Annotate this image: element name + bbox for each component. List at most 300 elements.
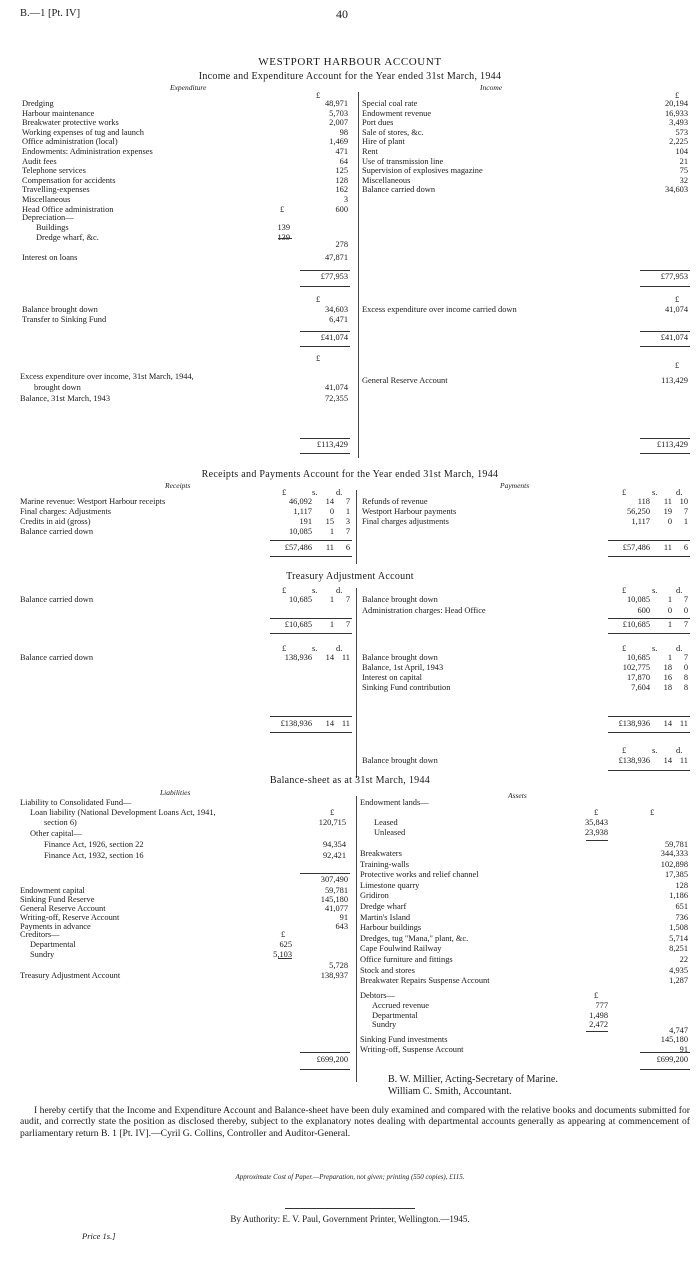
row-label: Dredge wharf <box>360 902 407 911</box>
row-amount: 1,287 <box>669 976 688 986</box>
row-amount: 777 <box>595 1001 608 1010</box>
rule <box>640 1052 690 1053</box>
row-amount: 48,971 <box>324 99 348 108</box>
auditor-certificate: I hereby certify that the Income and Expenditure Account and Balance-sheet have been duly examined and compared with the relative books and documents submitted for audit, and correctly state the position as disclosed thereby, subject to the explanatory notes dealing with departmental accounts generally as appearing at commencement of parliamentary return B. 1 [Pt. IV].—Cyril G. Collins, Controller and Auditor-General. <box>20 1105 690 1139</box>
row-label: Use of transmission line <box>362 156 444 166</box>
rule <box>285 1208 415 1209</box>
bs-divider <box>356 796 357 1082</box>
rule <box>300 1069 350 1070</box>
row-pounds: 10,085 <box>626 595 650 604</box>
lsd-d: d. <box>336 586 343 595</box>
row-label: Transfer to Sinking Fund <box>22 315 107 324</box>
rule <box>640 346 690 347</box>
row-shillings: 14 <box>325 719 334 728</box>
row-amount: 75 <box>679 166 688 176</box>
row-label: Finance Act, 1926, section 22 <box>44 840 144 849</box>
p3-left-row <box>34 384 352 394</box>
row-label: Writing-off, Suspense Account <box>360 1045 464 1054</box>
ie-divider <box>358 356 359 458</box>
lsd-s: s. <box>312 644 318 653</box>
row-amount: 32 <box>679 175 688 185</box>
row-amount: 22 <box>679 955 688 964</box>
rule <box>300 286 350 287</box>
row-label: Endowments: Administration expenses <box>22 147 153 156</box>
document-title: WESTPORT HARBOUR ACCOUNT <box>258 56 442 68</box>
row-label: Balance brought down <box>362 595 438 604</box>
row-shillings: 0 <box>667 606 672 615</box>
row-label: Refunds of revenue <box>362 497 428 506</box>
row-label: Rent <box>362 147 378 156</box>
payments-header: Payments <box>500 481 530 490</box>
row-amount: 6,471 <box>329 315 348 324</box>
row-label: Limestone quarry <box>360 880 420 890</box>
row-pounds: 46,092 <box>288 497 312 506</box>
row-amount: 2,225 <box>669 137 688 147</box>
row-amount: 128 <box>335 175 348 185</box>
bs-heading: Balance-sheet as at 31st March, 1944 <box>269 775 431 786</box>
cred-pound: £ <box>281 930 286 939</box>
row-amount: 162 <box>335 185 348 195</box>
rule <box>640 453 690 454</box>
row-label: Excess expenditure over income carried down <box>362 305 517 314</box>
row-amount: 16,933 <box>664 108 688 118</box>
row-shillings: 18 <box>663 663 672 672</box>
row-shillings: 11 <box>325 543 334 552</box>
rule <box>640 270 690 271</box>
row-label: brought down <box>34 383 81 392</box>
rule <box>270 732 352 733</box>
lsd-s-right: s. <box>652 586 658 595</box>
liab-row <box>44 841 350 851</box>
row-label: Buildings <box>36 223 69 232</box>
row-pounds: 7,604 <box>631 683 650 692</box>
row-pounds: 600 <box>637 606 650 615</box>
row-pounds: 138,936 <box>284 653 312 662</box>
rule <box>270 633 352 634</box>
row-amount: 5,703 <box>329 108 348 118</box>
lsd-d: d. <box>336 644 343 653</box>
lsd-s-right: s. <box>652 644 658 653</box>
row-label: Breakwater protective works <box>22 118 119 128</box>
row-amount: 113,429 <box>661 376 688 385</box>
row-pounds: 191 <box>299 517 312 526</box>
rp-heading: Receipts and Payments Account for the Year ended 31st March, 1944 <box>201 469 499 480</box>
row-label: Balance carried down <box>20 527 94 536</box>
lsd-s-right: s. <box>652 746 658 755</box>
assets-header: Assets <box>508 791 527 800</box>
row-pence: 8 <box>683 683 688 692</box>
rule <box>608 633 690 634</box>
lsd-d: d. <box>336 488 343 497</box>
ta-divider <box>356 588 357 778</box>
row-shillings: 19 <box>663 507 672 516</box>
row-amount: 2,472 <box>589 1020 608 1029</box>
depreciation-label: Depreciation— <box>22 213 74 222</box>
row-label: Sinking Fund contribution <box>362 683 451 692</box>
row-label: Travelling-expenses <box>22 185 90 195</box>
row-amount: 59,781 <box>324 886 348 895</box>
liab-line: Loan liability (National Development Loans Act, 1941, <box>30 808 216 817</box>
printer-authority: By Authority: E. V. Paul, Government Printer, Wellington.—1945. <box>230 1214 470 1224</box>
row-amount: 600 <box>335 204 348 214</box>
lsd-s: s. <box>312 586 318 595</box>
row-pence: 8 <box>683 673 688 682</box>
liab-line: Other capital— <box>30 829 82 838</box>
p2-pound: £ <box>316 295 321 304</box>
row-amount: 35,843 <box>584 818 608 827</box>
row-label: Miscellaneous <box>362 175 411 185</box>
p3-left-row <box>20 395 352 405</box>
rule <box>278 958 292 959</box>
row-pounds: 118 <box>637 497 650 506</box>
p3-pound: £ <box>316 354 321 363</box>
debtors-label: Debtors— <box>360 991 395 1000</box>
row-pence: 7 <box>345 620 350 629</box>
row-label: Balance carried down <box>20 653 94 662</box>
row-amount: 98 <box>339 127 348 137</box>
asset-pound-b: £ <box>650 808 655 817</box>
row-label: Sinking Fund Reserve <box>20 895 95 904</box>
lsd-d-right: d. <box>676 488 683 497</box>
rule <box>300 453 350 454</box>
row-amount: 64 <box>339 156 348 166</box>
row-shillings: 0 <box>329 507 334 516</box>
row-label: Balance brought down <box>22 305 98 314</box>
liab-row <box>44 852 350 862</box>
row-label: Endowment revenue <box>362 108 432 118</box>
row-amount: 736 <box>675 912 688 922</box>
rule <box>608 770 690 771</box>
lsd-pound: £ <box>282 644 287 653</box>
row-amount: 3,493 <box>669 118 688 128</box>
row-amount: 5,714 <box>669 933 688 943</box>
rule <box>640 331 690 332</box>
exp-total: £77,953 <box>320 272 348 281</box>
rule <box>640 438 690 439</box>
exp-pound: £ <box>316 91 321 100</box>
row-label: Departmental <box>30 940 76 949</box>
row-label: Miscellaneous <box>22 195 71 204</box>
row-label: section 6) <box>44 818 77 827</box>
row-label: Gridiron <box>360 891 389 901</box>
lsd-pound: £ <box>282 586 287 595</box>
row-label: Sinking Fund investments <box>360 1035 448 1044</box>
row-pence: 0 <box>683 663 688 672</box>
rule <box>270 618 352 619</box>
price: Price 1s.] <box>82 1231 116 1241</box>
row-label: Compensation for accidents <box>22 175 116 185</box>
row-label: Interest on loans <box>22 253 78 262</box>
rule <box>608 732 690 733</box>
asset-pound-a: £ <box>594 808 599 817</box>
liab-subtotal: 307,490 <box>320 875 348 884</box>
row-amount: 344,333 <box>660 849 688 858</box>
rp-divider <box>356 490 357 564</box>
liab-line: Liability to Consolidated Fund— <box>20 798 132 807</box>
creditors-label: Creditors— <box>20 930 60 939</box>
row-amount: 102,898 <box>660 859 688 869</box>
row-pounds: 17,870 <box>626 673 650 682</box>
row-label: Dredging <box>22 99 54 108</box>
row-amount: 3 <box>343 195 348 204</box>
rule <box>300 346 350 347</box>
inc-pound: £ <box>675 91 680 100</box>
row-label: Martin's Island <box>360 912 411 922</box>
rule <box>300 331 350 332</box>
income-header: Income <box>480 83 503 92</box>
row-label: Administration charges: Head Office <box>362 606 486 615</box>
row-amount: 139 <box>277 223 290 232</box>
row-label: Special coal rate <box>362 99 418 108</box>
series-reference: B.—1 [Pt. IV] <box>20 8 81 19</box>
row-shillings: 15 <box>325 517 334 526</box>
row-pounds: 1,117 <box>293 507 312 516</box>
row-shillings: 1 <box>667 653 672 662</box>
p3-left-total: £113,429 <box>316 440 348 449</box>
rule <box>586 1031 608 1032</box>
row-amount: 23,938 <box>584 828 608 837</box>
row-pounds: 10,685 <box>626 653 650 662</box>
row-amount: 5,103 <box>273 949 292 959</box>
row-pounds: £138,936 <box>618 756 650 765</box>
row-label: Sale of stores, &c. <box>362 127 424 137</box>
row-shillings: 0 <box>667 517 672 526</box>
row-amount: 8,251 <box>669 944 688 954</box>
row-amount: 1,469 <box>329 137 348 147</box>
rule <box>300 270 350 271</box>
rule <box>640 1069 690 1070</box>
row-label: Balance brought down <box>362 756 438 765</box>
page-number: 40 <box>336 7 348 21</box>
row-label: Unleased <box>374 828 406 837</box>
row-amount: 2,007 <box>329 118 348 128</box>
row-label: Dredges, tug "Mana," plant, &c. <box>360 933 469 943</box>
cost-note: Approximate Cost of Paper.—Preparation, not given; printing (550 copies), £115. <box>235 1173 465 1181</box>
row-label: Interest on capital <box>362 673 422 682</box>
row-pence: 6 <box>345 543 350 552</box>
p3-right-total: £113,429 <box>656 440 688 449</box>
row-shillings: 14 <box>325 497 334 506</box>
liab-row <box>44 819 350 829</box>
row-amount: 120,715 <box>318 818 346 827</box>
row-label: Westport Harbour payments <box>362 507 457 516</box>
row-label: Hire of plant <box>362 137 405 147</box>
rule <box>608 618 690 619</box>
rule <box>300 873 350 874</box>
treasury-row <box>20 972 350 982</box>
row-shillings: 18 <box>663 683 672 692</box>
row-amount: 21 <box>679 156 688 166</box>
liabilities-header: Liabilities <box>160 788 191 797</box>
row-pence: 0 <box>683 606 688 615</box>
lsd-pound-right: £ <box>622 746 627 755</box>
row-label: Payments in advance <box>20 922 91 931</box>
row-amount: 41,074 <box>664 305 688 314</box>
rule <box>586 840 608 841</box>
row-label: Finance Act, 1932, section 16 <box>44 851 144 860</box>
row-pence: 7 <box>683 620 688 629</box>
interest-row <box>22 254 352 264</box>
row-amount: 625 <box>279 940 292 949</box>
p2-right-row <box>362 306 690 316</box>
row-pounds: £138,936 <box>280 719 312 728</box>
lsd-pound-right: £ <box>622 586 627 595</box>
row-pounds: 10,085 <box>288 527 312 536</box>
row-pounds: 1,117 <box>631 517 650 526</box>
row-shillings: 14 <box>663 719 672 728</box>
row-label: Balance, 1st April, 1943 <box>362 663 444 672</box>
rule <box>300 438 350 439</box>
p2-pound-right: £ <box>675 295 680 304</box>
row-pounds: £10,685 <box>284 620 312 629</box>
ie-divider <box>358 296 359 356</box>
rule <box>608 540 690 541</box>
row-label: Head Office administration <box>22 204 114 214</box>
row-label: Credits in aid (gross) <box>20 517 91 526</box>
row-label: Cape Foulwind Railway <box>360 944 442 954</box>
row-label: Audit fees <box>22 156 57 166</box>
row-amount: 104 <box>675 147 688 156</box>
row-shillings: 1 <box>329 620 334 629</box>
row-label: Training-walls <box>360 859 410 869</box>
lsd-pound-right: £ <box>622 488 627 497</box>
row-label: Treasury Adjustment Account <box>20 971 121 980</box>
row-pence: 11 <box>679 719 688 728</box>
row-pounds: 10,685 <box>288 595 312 604</box>
row-amount: 34,603 <box>664 185 688 195</box>
p3-right-row <box>362 377 690 387</box>
assets-total: £699,200 <box>656 1055 688 1064</box>
row-amount: 72,355 <box>324 394 348 403</box>
row-label: Writing-off, Reserve Account <box>20 913 120 922</box>
row-label: Stock and stores <box>360 965 415 975</box>
row-label: Sundry <box>372 1020 397 1029</box>
row-pence: 7 <box>345 595 350 604</box>
rule <box>270 716 352 717</box>
row-pence: 11 <box>679 756 688 765</box>
lsd-d-right: d. <box>676 746 683 755</box>
lsd-d-right: d. <box>676 644 683 653</box>
row-pence: 10 <box>679 497 688 506</box>
row-amount: 651 <box>675 902 688 911</box>
rule <box>270 556 352 557</box>
row-pounds: £57,486 <box>284 543 312 552</box>
row-shillings: 1 <box>329 595 334 604</box>
row-label: Breakwater Repairs Suspense Account <box>360 976 490 986</box>
row-shillings: 11 <box>663 497 672 506</box>
row-amount: 92,421 <box>322 851 346 860</box>
row-pounds: £57,486 <box>622 543 650 552</box>
rule <box>608 556 690 557</box>
row-label: Supervision of explosives magazine <box>362 166 483 176</box>
row-pence: 7 <box>345 497 350 506</box>
row-shillings: 11 <box>663 543 672 552</box>
row-label: Port dues <box>362 118 394 128</box>
row-amount: 41,074 <box>324 383 348 392</box>
row-label: General Reserve Account <box>362 376 448 385</box>
row-amount: 471 <box>335 147 348 156</box>
p2-right-total: £41,074 <box>660 333 688 342</box>
row-pence: 7 <box>683 595 688 604</box>
row-amount: 643 <box>335 922 348 931</box>
row-shillings: 16 <box>663 673 672 682</box>
row-amount: 1,498 <box>589 1010 608 1020</box>
row-label: Office furniture and fittings <box>360 955 453 964</box>
row-amount: 94,354 <box>322 840 346 849</box>
row-amount: 145,180 <box>660 1035 688 1044</box>
lsd-s-right: s. <box>652 488 658 497</box>
row-pence: 11 <box>341 719 350 728</box>
endow-label: Endowment lands— <box>360 798 429 807</box>
row-pounds: 56,250 <box>626 507 650 516</box>
rule <box>278 238 292 239</box>
row-amount: 1,508 <box>669 923 688 933</box>
row-pence: 7 <box>683 653 688 662</box>
row-amount: 91 <box>339 913 348 922</box>
row-label: Endowment capital <box>20 886 85 895</box>
row-label: Harbour buildings <box>360 923 422 933</box>
dep-total: 278 <box>335 240 348 249</box>
row-pounds: £138,936 <box>618 719 650 728</box>
row-amount: 145,180 <box>320 895 348 904</box>
row-amount: 1,186 <box>669 891 688 901</box>
dep-pound: £ <box>280 205 285 214</box>
row-label: Working expenses of tug and launch <box>22 127 144 137</box>
row-label: Accrued revenue <box>372 1001 429 1010</box>
row-label: Balance carried down <box>20 595 94 604</box>
row-amount: 128 <box>675 880 688 890</box>
rule <box>300 1052 350 1053</box>
row-label: Final charges: Adjustments <box>20 507 112 516</box>
rule <box>270 540 352 541</box>
row-pence: 7 <box>345 527 350 536</box>
p3-pound-right: £ <box>675 361 680 370</box>
lsd-pound-right: £ <box>622 644 627 653</box>
debt-total: 4,747 <box>669 1026 688 1035</box>
row-amount: 17,385 <box>664 870 688 880</box>
signature-secretary: B. W. Millier, Acting-Secretary of Marine. <box>388 1074 558 1085</box>
row-amount: 573 <box>675 127 688 137</box>
row-pence: 1 <box>345 507 350 516</box>
row-shillings: 14 <box>325 653 334 662</box>
debt-pound: £ <box>594 991 599 1000</box>
signature-accountant: William C. Smith, Accountant. <box>388 1086 512 1097</box>
row-amount: 91 <box>679 1045 688 1054</box>
row-pence: 6 <box>683 543 688 552</box>
row-label: Breakwaters <box>360 849 402 858</box>
endow-total: 59,781 <box>664 840 688 849</box>
row-label: Dredge wharf, &c. <box>36 232 99 242</box>
ie-heading: Income and Expenditure Account for the Year ended 31st March, 1944 <box>198 71 502 82</box>
row-label: Sundry <box>30 949 55 959</box>
lsd-s: s. <box>312 488 318 497</box>
row-pence: 7 <box>683 507 688 516</box>
ie-divider <box>358 242 359 302</box>
receipts-header: Receipts <box>165 481 191 490</box>
lsd-pound: £ <box>282 488 287 497</box>
rule <box>640 286 690 287</box>
row-amount: 34,603 <box>324 305 348 314</box>
cred-total: 5,728 <box>329 961 348 970</box>
expenditure-header: Expenditure <box>170 83 207 92</box>
row-pence: 11 <box>341 653 350 662</box>
p3-left-line1: Excess expenditure over income, 31st March, 1944, <box>20 372 194 381</box>
row-label: Balance brought down <box>362 653 438 662</box>
row-amount: 125 <box>335 166 348 176</box>
row-label: Telephone services <box>22 166 86 176</box>
row-shillings: 14 <box>663 756 672 765</box>
row-pence: 1 <box>683 517 688 526</box>
